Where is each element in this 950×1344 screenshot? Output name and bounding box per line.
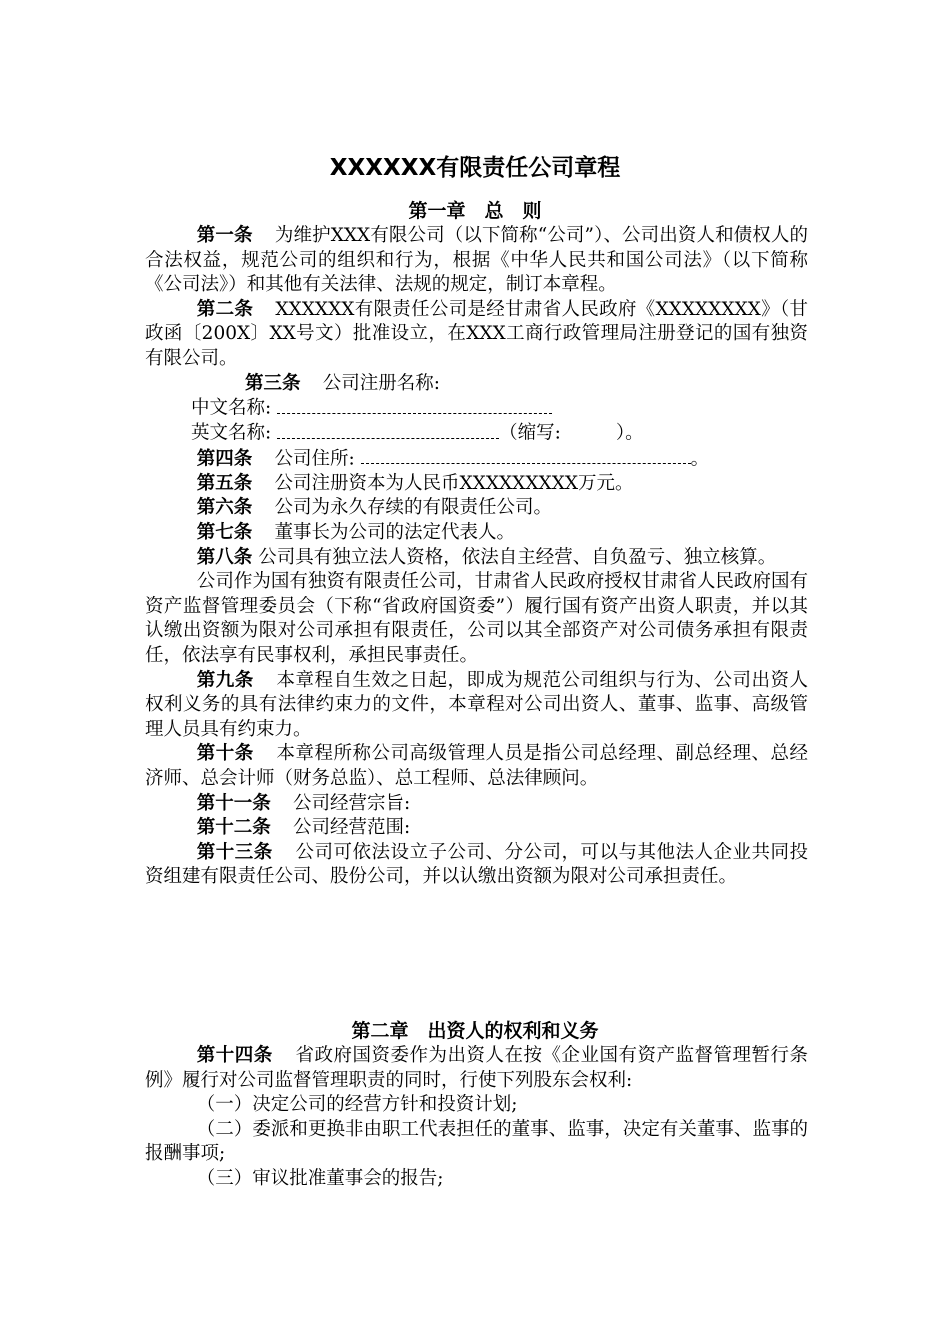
article-8: [145, 546, 808, 571]
article-text: 公司可依法设立子公司、分公司，可以与其他法人企业共同投资组建有限责任公司、股份公司，并以认缴出资额为限对公司承担责任。: [145, 841, 808, 888]
article-label: 第五条: [196, 472, 253, 494]
article-label: 第一条: [196, 225, 253, 246]
article-text: 本章程所称公司高级管理人员是指公司总经理、副总经理、总经济师、总会计师（财务总监）、总工程师、总法律顾问。: [145, 743, 808, 789]
article-11: [145, 792, 808, 817]
field-label: 英文名称:: [191, 423, 272, 445]
article-1: [145, 224, 808, 298]
article-5: [145, 472, 808, 497]
article-2: [145, 298, 808, 372]
article-label: 第七条: [196, 522, 253, 544]
article-9: [145, 669, 808, 743]
chapter-2-heading: 第二章 出资人的权利和义务: [351, 1020, 599, 1042]
list-item: （二）委派和更换非由职工代表担任的董事、监事，决定有关董事、监事的报酬事项;: [145, 1118, 808, 1165]
article-label: 第八条: [196, 546, 253, 568]
chapter-2-body: [145, 1044, 808, 1192]
article-6: [145, 496, 808, 521]
english-name-blank: [277, 421, 499, 439]
article-text: XXXXXX有限责任公司是经甘肃省人民政府《XXXXXXXX》（甘政函〔200X〕XX号文）批准设立，在XXX工商行政管理局注册登记的国有独资有限公司。: [145, 298, 808, 369]
article-label: 第十条: [196, 743, 254, 765]
field-label: 中文名称:: [191, 397, 272, 419]
article-text: 公司注册名称:: [322, 372, 440, 394]
chinese-name-blank: [277, 396, 552, 414]
list-item: （一）决定公司的经营方针和投资计划;: [196, 1094, 518, 1116]
article-12: [145, 816, 808, 841]
article-label: 第十一条: [196, 792, 271, 814]
article-label: 第九条: [196, 669, 254, 691]
article-tail: 。: [690, 448, 710, 470]
english-name-line: [145, 421, 808, 446]
article-label: 第十二条: [196, 817, 271, 839]
article-text: 省政府国资委作为出资人在按《企业国有资产监督管理暂行条例》履行对公司监督管理职责的同时，行使下列股东会权利:: [145, 1045, 808, 1091]
article-text: 公司注册资本为人民币XXXXXXXXX万元。: [274, 472, 634, 494]
article-label: 第十三条: [196, 841, 273, 863]
article-3: [145, 372, 808, 397]
article-text: 公司经营范围:: [293, 817, 411, 839]
address-blank: [361, 447, 691, 465]
list-item: （三）审议批准董事会的报告;: [196, 1167, 444, 1189]
article-text: 公司具有独立法人资格，依法自主经营、自负盈亏、独立核算。: [258, 546, 777, 568]
article-text: 本章程自生效之日起，即成为规范公司组织与行为、公司出资人权利义务的具有法律约束力的文件，本章程对公司出资人、董事、监事、高级管理人员具有约束力。: [145, 669, 808, 740]
article-text: 公司经营宗旨:: [293, 792, 411, 814]
article-4: [145, 447, 808, 472]
article-10: [145, 742, 808, 791]
chapter-1-heading: 第一章 总 则: [408, 200, 542, 222]
article-13: [145, 841, 808, 890]
article-text: 公司为永久存续的有限责任公司。: [274, 497, 553, 519]
abbr-open: （缩写:: [499, 423, 561, 445]
document-title: XXXXXX有限责任公司章程: [329, 155, 621, 181]
article-text: 董事长为公司的法定代表人。: [274, 522, 516, 544]
article-text: 为维护XXX有限公司（以下简称“公司”）、公司出资人和债权人的合法权益，规范公司的组织和行为，根据《中华人民共和国公司法》（以下简称《公司法》）和其他有关法律、法规的规定，制订本章程。: [145, 225, 808, 296]
abbr-close: ）。: [615, 423, 644, 445]
article-label: 第六条: [196, 497, 253, 519]
article-label: 第十四条: [196, 1045, 273, 1066]
chapter-1-body: [145, 224, 808, 890]
article-label: 第三条: [245, 372, 301, 394]
article-label: 第四条: [196, 448, 253, 470]
article-14: [145, 1044, 808, 1093]
chinese-name-line: [145, 396, 808, 421]
article-text: 公司住所:: [274, 448, 355, 470]
article-7: [145, 521, 808, 546]
article-label: 第二条: [196, 298, 254, 320]
article-8-paragraph-2: 公司作为国有独资有限责任公司，甘肃省人民政府授权甘肃省人民政府国有资产监督管理委员会（下称“省政府国资委”）履行国有资产出资人职责，并以其认缴出资额为限对公司承担有限责任，公司以其全部资产对公司债务承担有限责任，依法享有民事权利，承担民事责任。: [145, 571, 808, 667]
